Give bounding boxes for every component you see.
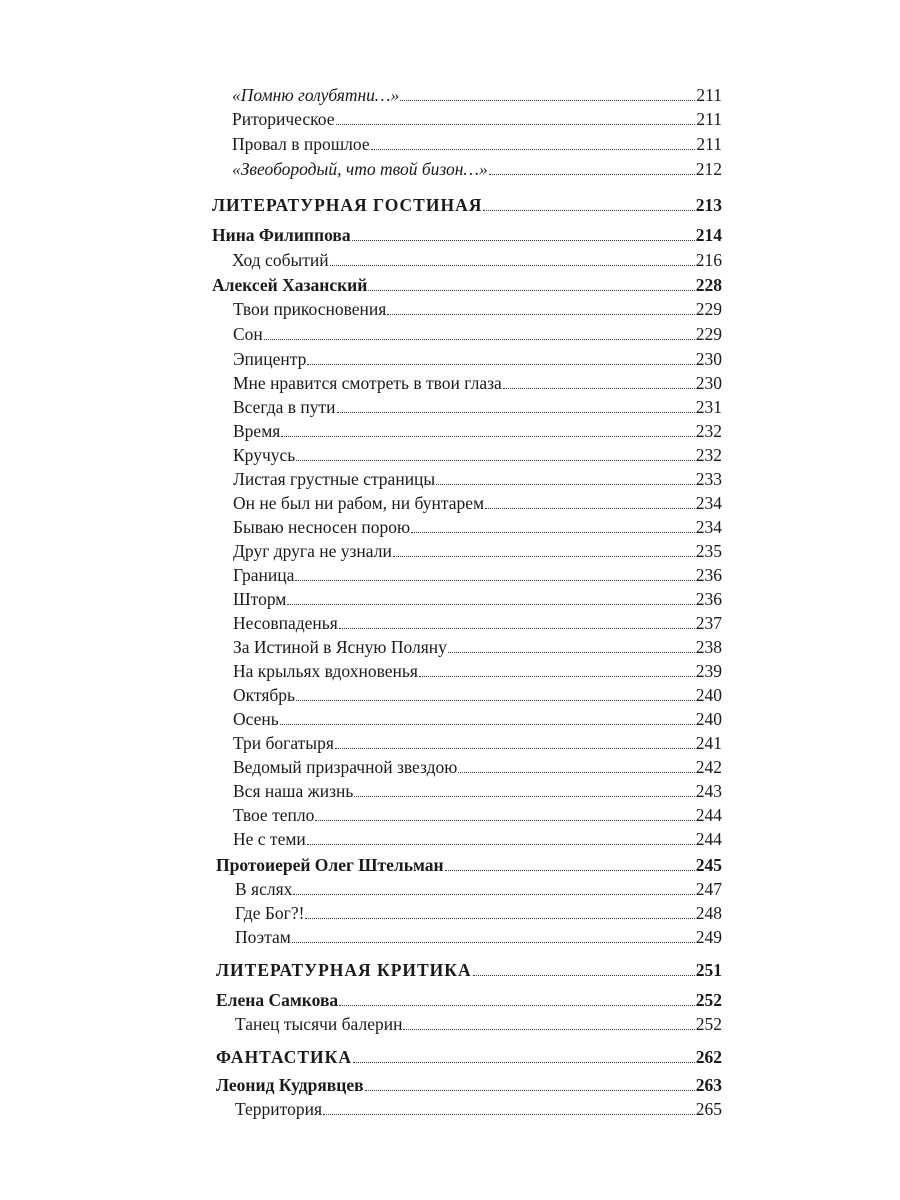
entry-title: ЛИТЕРАТУРНАЯ ГОСТИНАЯ xyxy=(212,195,483,215)
page-number: 211 xyxy=(696,134,722,154)
dot-leader xyxy=(400,100,695,101)
entry-title: Елена Самкова xyxy=(216,990,339,1010)
dot-leader xyxy=(305,918,694,919)
entry-title: Несовпаденья xyxy=(233,613,338,633)
toc-entry xyxy=(233,420,722,442)
page-number: 262 xyxy=(695,1047,722,1067)
entry-title: Протоиерей Олег Штельман xyxy=(216,855,444,875)
entry-title: Октябрь xyxy=(233,685,296,705)
page-number: 252 xyxy=(695,1014,722,1034)
dot-leader xyxy=(403,1029,694,1030)
entry-title: Время xyxy=(233,421,281,441)
page-number: 211 xyxy=(696,85,722,105)
page-number: 236 xyxy=(695,565,722,585)
toc-entry xyxy=(235,1098,722,1120)
entry-title: «Помню голубятни…» xyxy=(232,85,400,105)
page-number: 237 xyxy=(695,613,722,633)
dot-leader xyxy=(307,364,694,365)
page-number: 245 xyxy=(695,855,722,875)
entry-title: Провал в прошлое xyxy=(232,134,370,154)
toc-entry xyxy=(235,1013,722,1035)
toc-entry xyxy=(233,684,722,706)
entry-title: Твои прикосновения xyxy=(233,299,387,319)
dot-leader xyxy=(295,580,694,581)
toc-entry xyxy=(233,804,722,826)
toc-entry xyxy=(233,540,722,562)
dot-leader xyxy=(264,339,695,340)
page-number: 244 xyxy=(695,805,722,825)
entry-title: На крыльях вдохновенья xyxy=(233,661,418,681)
toc-entry xyxy=(233,756,722,778)
dot-leader xyxy=(411,532,695,533)
toc-entry xyxy=(233,516,722,538)
toc-entry xyxy=(233,323,722,345)
page-number: 232 xyxy=(695,445,722,465)
dot-leader xyxy=(296,700,695,701)
page-number: 252 xyxy=(695,990,722,1010)
page-number: 244 xyxy=(695,829,722,849)
toc-section xyxy=(216,959,722,981)
toc-entry xyxy=(233,492,722,514)
dot-leader xyxy=(473,975,695,976)
entry-title: Нина Филиппова xyxy=(212,225,351,245)
dot-leader xyxy=(330,265,695,266)
entry-title: Где Бог?! xyxy=(235,903,305,923)
dot-leader xyxy=(483,210,694,211)
dot-leader xyxy=(315,820,694,821)
entry-title: Мне нравится смотреть в твои глаза xyxy=(233,373,502,393)
toc-section xyxy=(216,1046,722,1068)
toc-author xyxy=(216,1074,722,1096)
toc-section xyxy=(212,194,722,216)
dot-leader xyxy=(287,604,694,605)
page-number: 231 xyxy=(695,397,722,417)
entry-title: Бываю несносен порою xyxy=(233,517,411,537)
dot-leader xyxy=(368,290,694,291)
entry-title: ФАНТАСТИКА xyxy=(216,1047,352,1067)
entry-title: Не с теми xyxy=(233,829,306,849)
dot-leader xyxy=(353,1062,695,1063)
toc-entry xyxy=(235,926,722,948)
dot-leader xyxy=(280,724,695,725)
toc-entry xyxy=(233,612,722,634)
toc-entry xyxy=(233,636,722,658)
dot-leader xyxy=(307,844,695,845)
entry-title: Три богатыря xyxy=(233,733,334,753)
entry-title: Шторм xyxy=(233,589,287,609)
page-number: 228 xyxy=(695,275,722,295)
toc-author xyxy=(212,274,722,296)
entry-title: Сон xyxy=(233,324,263,344)
page-number: 234 xyxy=(695,493,722,513)
dot-leader xyxy=(371,149,696,150)
dot-leader xyxy=(419,676,695,677)
dot-leader xyxy=(337,412,695,413)
toc-entry xyxy=(233,468,722,490)
page-number: 230 xyxy=(695,349,722,369)
dot-leader xyxy=(485,508,695,509)
dot-leader xyxy=(293,894,694,895)
dot-leader xyxy=(339,628,695,629)
dot-leader xyxy=(323,1114,695,1115)
entry-title: Территория xyxy=(235,1099,322,1119)
page-number: 240 xyxy=(695,709,722,729)
entry-title: Танец тысячи балерин xyxy=(235,1014,403,1034)
toc-entry xyxy=(233,396,722,418)
page-number: 242 xyxy=(695,757,722,777)
page-number: 243 xyxy=(695,781,722,801)
toc-entry xyxy=(233,564,722,586)
page-number: 241 xyxy=(695,733,722,753)
dot-leader xyxy=(335,748,695,749)
dot-leader xyxy=(365,1090,695,1091)
toc-entry xyxy=(232,249,722,271)
entry-title: Риторическое xyxy=(232,109,335,129)
page-number: 235 xyxy=(695,541,722,561)
toc-author xyxy=(216,989,722,1011)
toc-entry xyxy=(233,732,722,754)
entry-title: «Звеобородый, что твой бизон…» xyxy=(232,159,488,179)
toc-entry xyxy=(233,708,722,730)
entry-title: Леонид Кудрявцев xyxy=(216,1075,364,1095)
entry-title: Ход событий xyxy=(232,250,329,270)
page-number: 211 xyxy=(696,109,722,129)
page-number: 234 xyxy=(695,517,722,537)
dot-leader xyxy=(393,556,695,557)
page-number: 232 xyxy=(695,421,722,441)
dot-leader xyxy=(352,240,695,241)
entry-title: Ведомый призрачной звездою xyxy=(233,757,458,777)
entry-title: Кручусь xyxy=(233,445,296,465)
toc-entry xyxy=(233,348,722,370)
dot-leader xyxy=(445,870,695,871)
dot-leader xyxy=(503,388,695,389)
dot-leader xyxy=(436,484,695,485)
toc-entry xyxy=(233,298,722,320)
page-number: 230 xyxy=(695,373,722,393)
entry-title: Твое тепло xyxy=(233,805,315,825)
page-number: 263 xyxy=(695,1075,722,1095)
page-number: 240 xyxy=(695,685,722,705)
dot-leader xyxy=(281,436,694,437)
entry-title: ЛИТЕРАТУРНАЯ КРИТИКА xyxy=(216,960,472,980)
dot-leader xyxy=(458,772,694,773)
entry-title: Он не был ни рабом, ни бунтарем xyxy=(233,493,485,513)
page-number: 216 xyxy=(695,250,722,270)
page-number: 213 xyxy=(695,195,722,215)
page-number: 212 xyxy=(695,159,722,179)
entry-title: Друг друга не узнали xyxy=(233,541,392,561)
page-number: 248 xyxy=(695,903,722,923)
toc-entry xyxy=(233,828,722,850)
page-number: 233 xyxy=(695,469,722,489)
toc-entry xyxy=(233,444,722,466)
entry-title: В яслях xyxy=(235,879,293,899)
toc-entry xyxy=(235,902,722,924)
toc-entry xyxy=(233,660,722,682)
entry-title: Алексей Хазанский xyxy=(212,275,368,295)
dot-leader xyxy=(292,942,695,943)
page-number: 265 xyxy=(695,1099,722,1119)
page-number: 229 xyxy=(695,299,722,319)
toc-entry xyxy=(233,372,722,394)
page-number: 214 xyxy=(695,225,722,245)
toc-entry xyxy=(232,84,722,106)
toc-entry xyxy=(233,588,722,610)
entry-title: Листая грустные страницы xyxy=(233,469,436,489)
dot-leader xyxy=(489,174,695,175)
entry-title: Осень xyxy=(233,709,279,729)
page-number: 236 xyxy=(695,589,722,609)
dot-leader xyxy=(387,314,694,315)
page-number: 239 xyxy=(695,661,722,681)
entry-title: Всегда в пути xyxy=(233,397,336,417)
entry-title: Поэтам xyxy=(235,927,291,947)
entry-title: Вся наша жизнь xyxy=(233,781,354,801)
entry-title: Эпицентр xyxy=(233,349,307,369)
dot-leader xyxy=(296,460,695,461)
dot-leader xyxy=(448,652,695,653)
dot-leader xyxy=(336,124,696,125)
entry-title: За Истиной в Ясную Поляну xyxy=(233,637,447,657)
page-number: 249 xyxy=(695,927,722,947)
toc-author xyxy=(212,224,722,246)
toc-entry xyxy=(233,780,722,802)
dot-leader xyxy=(339,1005,695,1006)
toc-author xyxy=(216,854,722,876)
page-number: 238 xyxy=(695,637,722,657)
page-number: 229 xyxy=(695,324,722,344)
toc-entry xyxy=(232,108,722,130)
page-number: 251 xyxy=(695,960,722,980)
toc-entry xyxy=(235,878,722,900)
dot-leader xyxy=(354,796,694,797)
entry-title: Граница xyxy=(233,565,295,585)
toc-entry xyxy=(232,158,722,180)
page-number: 247 xyxy=(695,879,722,899)
toc-entry xyxy=(232,133,722,155)
